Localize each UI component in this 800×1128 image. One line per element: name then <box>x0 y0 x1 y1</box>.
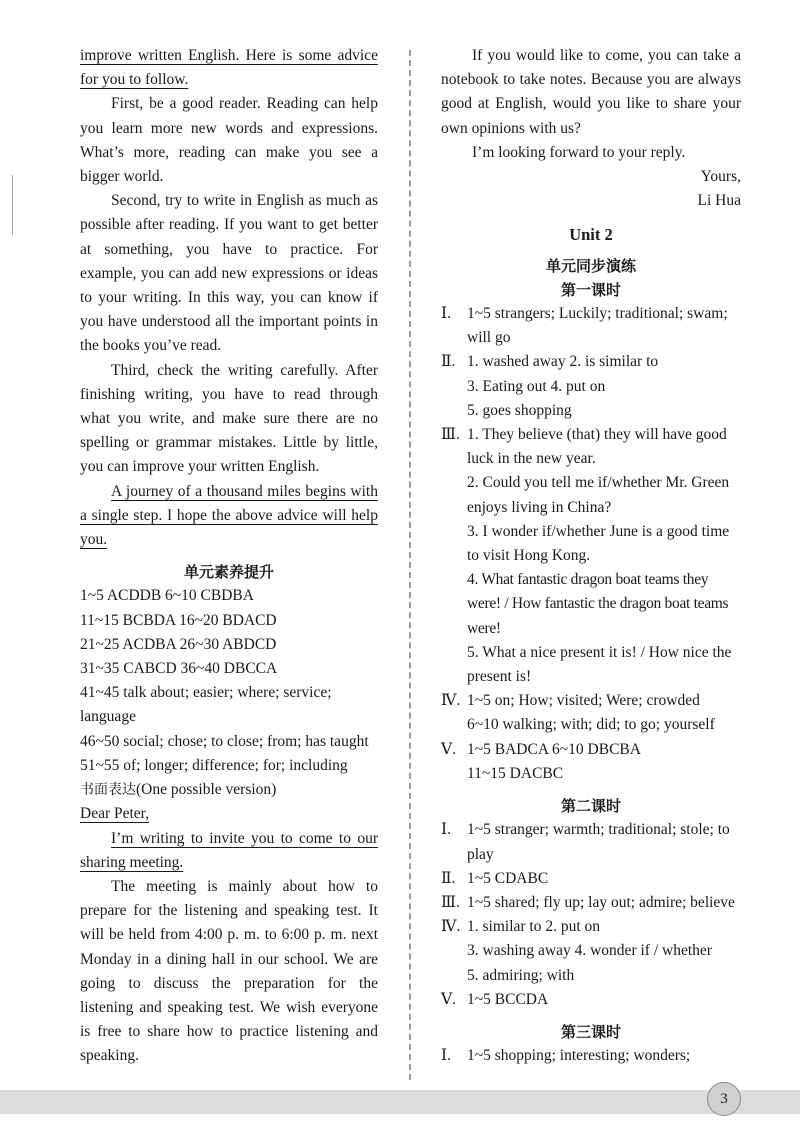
section-numeral: Ⅰ. <box>441 305 451 323</box>
answer-line: 1~5 BADCA 6~10 DBCBA <box>467 740 641 758</box>
answer-line: 1~5 BCCDA <box>467 990 549 1008</box>
answer-line: 1~5 shopping; interesting; wonders; <box>467 1047 691 1065</box>
section-numeral: Ⅳ. <box>441 692 461 710</box>
answer-line: 3. Eating out 4. put on <box>467 377 606 395</box>
advice-intro: improve written English. Here is some advice for you to follow. <box>80 47 378 89</box>
l3-section-1 <box>441 1044 741 1068</box>
left-column <box>80 44 378 1069</box>
paragraph-second: Second, try to write in English as much as possible after reading. If you want to get better at something, you have to practice. For example, you can add new expressions or ideas to your writing. In this way, you can know if you have understood all the important points in the books you’ve read. <box>80 192 378 355</box>
section-numeral: Ⅲ. <box>441 426 460 444</box>
answer-line: 1. They believe (that) they will have good luck in the new year. <box>467 426 727 468</box>
page-number: 3 <box>707 1082 741 1116</box>
answer-line: 5. What a nice present it is! / How nice the present is! <box>467 643 732 686</box>
answer-line: 1~5 ACDDB 6~10 CBDBA <box>80 587 254 605</box>
lesson-2-heading: 第二课时 <box>560 797 621 816</box>
answer-line: 3. I wonder if/whether June is a good time to visit Hong Kong. <box>467 522 730 565</box>
answer-line: 51~55 of; longer; difference; for; including <box>80 756 348 774</box>
answer-line: 21~25 ACDBA 26~30 ABDCD <box>80 635 277 653</box>
sync-heading: 单元同步演练 <box>545 256 636 275</box>
section-numeral: Ⅱ. <box>441 353 456 371</box>
answer-line: 1~5 shared; fly up; lay out; admire; believe <box>467 893 735 911</box>
answer-line: 1~5 CDABC <box>467 869 549 887</box>
answer-line: 1. washed away 2. is similar to <box>467 353 659 371</box>
l1-section-1 <box>441 302 741 350</box>
column-divider <box>409 50 411 1080</box>
l2-section-3 <box>441 891 741 915</box>
unit-title: Unit 2 <box>569 225 613 245</box>
section-numeral: Ⅳ. <box>441 918 461 936</box>
paragraph-first: First, be a good reader. Reading can help you learn more new words and expressions. What’s more, reading can make you see a bigger world. <box>80 95 378 186</box>
lesson-1-heading: 第一课时 <box>560 280 621 299</box>
answer-line: 3. washing away 4. wonder if / whether <box>467 942 712 960</box>
margin-line <box>12 175 13 235</box>
l2-section-4 <box>441 915 741 988</box>
answer-line: 11~15 DACBC <box>467 764 564 782</box>
letter-closing: Yours, <box>700 168 741 186</box>
footer-band <box>0 1090 800 1114</box>
section-numeral: Ⅴ. <box>441 990 457 1008</box>
l1-section-4 <box>441 689 741 737</box>
writing-label-en: (One possible version) <box>136 781 277 799</box>
l1-section-2 <box>441 350 741 423</box>
l2-section-2 <box>441 867 741 891</box>
answer-line: 1. similar to 2. put on <box>467 918 601 936</box>
letter-signature: Li Hua <box>697 192 741 210</box>
l2-section-1 <box>441 818 741 866</box>
writing-label-cn: 书面表达 <box>80 782 136 799</box>
right-column <box>441 44 741 1068</box>
l1-section-3 <box>441 423 741 689</box>
answer-line: 11~15 BCBDA 16~20 BDACD <box>80 611 277 629</box>
writing-label <box>80 778 378 802</box>
section-numeral: Ⅴ. <box>441 740 457 758</box>
letter-come: If you would like to come, you can take a notebook to take notes. Because you are always good at English, would you like to share your own opinions with us? <box>441 47 741 137</box>
answer-line: 41~45 talk about; easier; where; service; language <box>80 684 332 726</box>
answer-line: 2. Could you tell me if/whether Mr. Green enjoys living in China? <box>467 474 730 516</box>
answer-line: 1~5 strangers; Luckily; traditional; swam; will go <box>467 305 728 347</box>
letter-salutation: Dear Peter, <box>80 805 150 823</box>
letter-meeting: The meeting is mainly about how to prepare for the listening and speaking test. It will be held from 4:00 p. m. to 6:00 p. m. next Monday in a dining hall in our school. We are going to discuss the preparation for the listening and speaking test. We wish everyone is free to share how to practice listening and speaking. <box>80 877 378 1065</box>
letter-invite: I’m writing to invite you to come to our sharing meeting. <box>80 829 378 871</box>
answer-line: 46~50 social; chose; to close; from; has taught <box>80 732 369 750</box>
unit-literacy-heading: 单元素养提升 <box>183 563 274 582</box>
answer-line: 5. goes shopping <box>467 401 572 419</box>
l2-section-5 <box>441 988 741 1012</box>
answer-line: 5. admiring; with <box>467 966 575 984</box>
section-numeral: Ⅰ. <box>441 1047 451 1065</box>
section-numeral: Ⅲ. <box>441 893 460 911</box>
answer-line: 1~5 stranger; warmth; traditional; stole; to play <box>467 821 730 863</box>
letter-reply: I’m looking forward to your reply. <box>472 143 686 161</box>
answer-line: 4. What fantastic dragon boat teams they were! / How fantastic the dragon boat teams were! <box>467 571 729 637</box>
l1-section-5 <box>441 738 741 786</box>
lesson-3-heading: 第三课时 <box>560 1022 621 1041</box>
section-numeral: Ⅰ. <box>441 821 451 839</box>
answer-line: 6~10 walking; with; did; to go; yourself <box>467 716 715 734</box>
paragraph-conclusion: A journey of a thousand miles begins with a single step. I hope the above advice will help you. <box>80 482 378 549</box>
answer-line: 31~35 CABCD 36~40 DBCCA <box>80 660 278 678</box>
paragraph-third: Third, check the writing carefully. After finishing writing, you have to read through what you write, and make sure there are no spelling or grammar mistakes. Little by little, you can improve your written English. <box>80 361 378 476</box>
section-numeral: Ⅱ. <box>441 869 456 887</box>
answer-line: 1~5 on; How; visited; Were; crowded <box>467 692 700 710</box>
